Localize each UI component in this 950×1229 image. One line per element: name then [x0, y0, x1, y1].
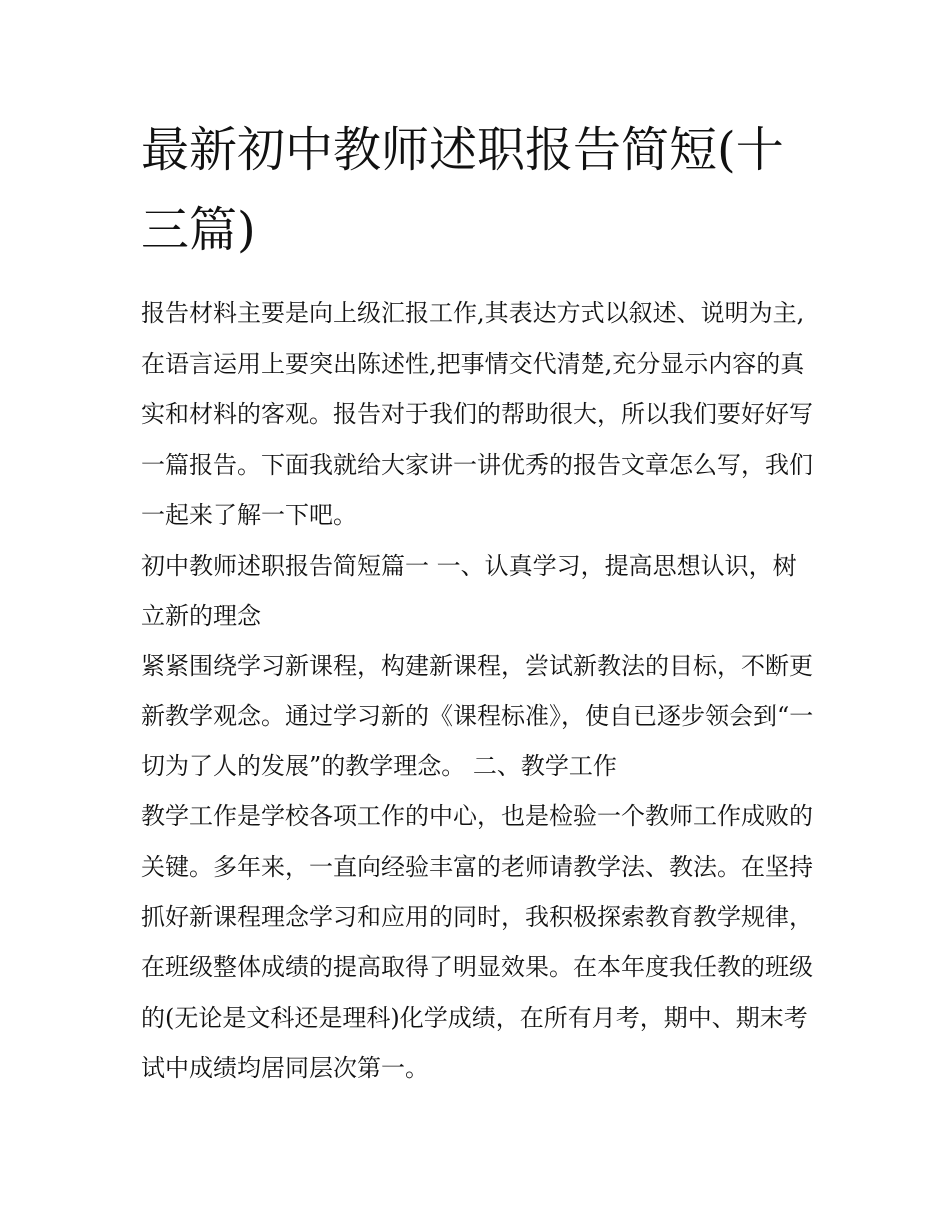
document-title: 最新初中教师述职报告简短(十三篇): [141, 122, 784, 258]
teaching-paragraph: 教学工作是学校各项工作的中心，也是检验一个教师工作成败的关键。多年来，一直向经验丰富的老师请教学法、教法。在坚持抓好新课程理念学习和应用的同时，我积极探索教育教学规律，在班级整体成绩的提高取得了明显效果。在本年度我任教的班级的(无论是文科还是理科)化学成绩，在所有月考，期中、期末考试中成绩均居同层次第一。: [141, 802, 813, 1082]
document-content: [141, 110, 816, 1093]
section-heading-paragraph: 初中教师述职报告简短篇一 一、认真学习，提高思想认识，树立新的理念: [141, 551, 797, 630]
intro-paragraph: 报告材料主要是向上级汇报工作,其表达方式以叙述、说明为主,在语言运用上要突出陈述性,把事情交代清楚,充分显示内容的真实和材料的客观。报告对于我们的帮助很大，所以我们要好好写一篇报告。下面我就给大家讲一讲优秀的报告文章怎么写，我们一起来了解一下吧。: [141, 299, 813, 529]
learning-paragraph: 紧紧围绕学习新课程，构建新课程，尝试新教法的目标，不断更新教学观念。通过学习新的《课程标准》，使自已逐步领会到“一切为了人的发展”的教学理念。 二、教学工作: [141, 651, 814, 781]
